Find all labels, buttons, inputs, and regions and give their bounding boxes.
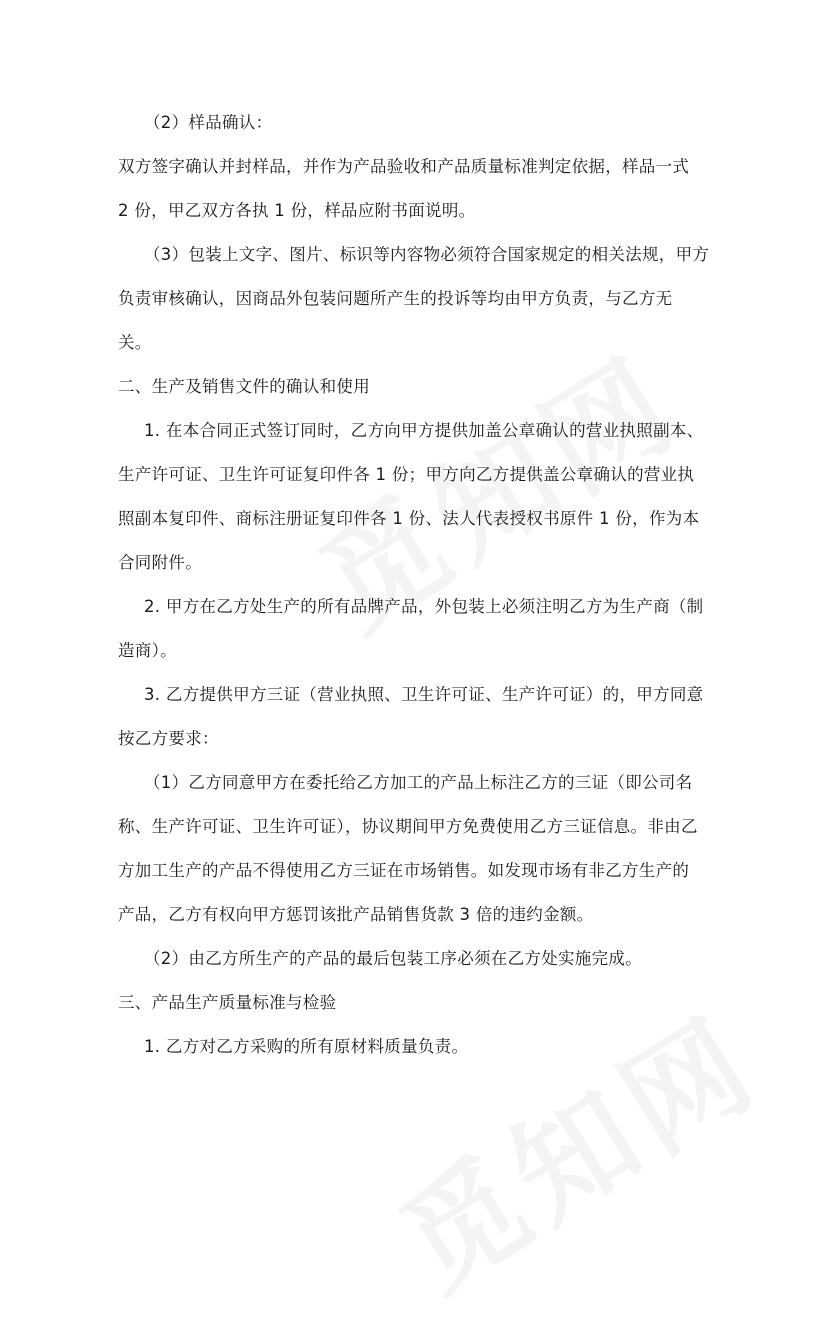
paragraph-line: 按乙方要求： [118, 729, 219, 748]
paragraph-line: 称、生产许可证、卫生许可证），协议期间甲方免费使用乙方三证信息。非由乙 [118, 817, 698, 836]
paragraph-line: 产品，乙方有权向甲方惩罚该批产品销售货款 3 倍的违约金额。 [118, 905, 594, 924]
paragraph-line: 合同附件。 [118, 553, 202, 572]
section-heading: 三、产品生产质量标准与检验 [118, 993, 337, 1012]
paragraph-line: 负责审核确认，因商品外包装问题所产生的投诉等均由甲方负责，与乙方无 [118, 289, 673, 308]
paragraph-line: 双方签字确认并封样品，并作为产品验收和产品质量标准判定依据，样品一式 [118, 157, 690, 176]
paragraph-line: 方加工生产的产品不得使用乙方三证在市场销售。如发现市场有非乙方生产的 [118, 861, 690, 880]
watermark [364, 970, 786, 1322]
paragraph-line: 2. 甲方在乙方处生产的所有品牌产品，外包装上必须注明乙方为生产商（制 [144, 597, 704, 616]
paragraph-line: 关。 [118, 333, 152, 352]
paragraph-line: 2 份，甲乙双方各执 1 份，样品应附书面说明。 [118, 201, 476, 220]
paragraph-line: （2）由乙方所生产的产品的最后包装工序必须在乙方处实施完成。 [144, 949, 642, 968]
paragraph-line: 1. 乙方对乙方采购的所有原材料质量负责。 [144, 1037, 469, 1056]
section-heading: 二、生产及销售文件的确认和使用 [118, 377, 370, 396]
paragraph-line: 造商）。 [118, 641, 177, 660]
paragraph-line: 照副本复印件、商标注册证复印件各 1 份、法人代表授权书原件 1 份，作为本 [118, 509, 700, 528]
paragraph-line: （2）样品确认： [144, 113, 273, 132]
paragraph-line: （3）包装上文字、图片、标识等内容物必须符合国家规定的相关法规，甲方 [144, 245, 710, 264]
paragraph-line: （1）乙方同意甲方在委托给乙方加工的产品上标注乙方的三证（即公司名 [144, 773, 693, 792]
paragraph-line: 生产许可证、卫生许可证复印件各 1 份；甲方向乙方提供盖公章确认的营业执 [118, 465, 695, 484]
paragraph-line: 1. 在本合同正式签订同时，乙方向甲方提供加盖公章确认的营业执照副本、 [144, 421, 704, 440]
paragraph-line: 3. 乙方提供甲方三证（营业执照、卫生许可证、生产许可证）的，甲方同意 [144, 685, 704, 704]
